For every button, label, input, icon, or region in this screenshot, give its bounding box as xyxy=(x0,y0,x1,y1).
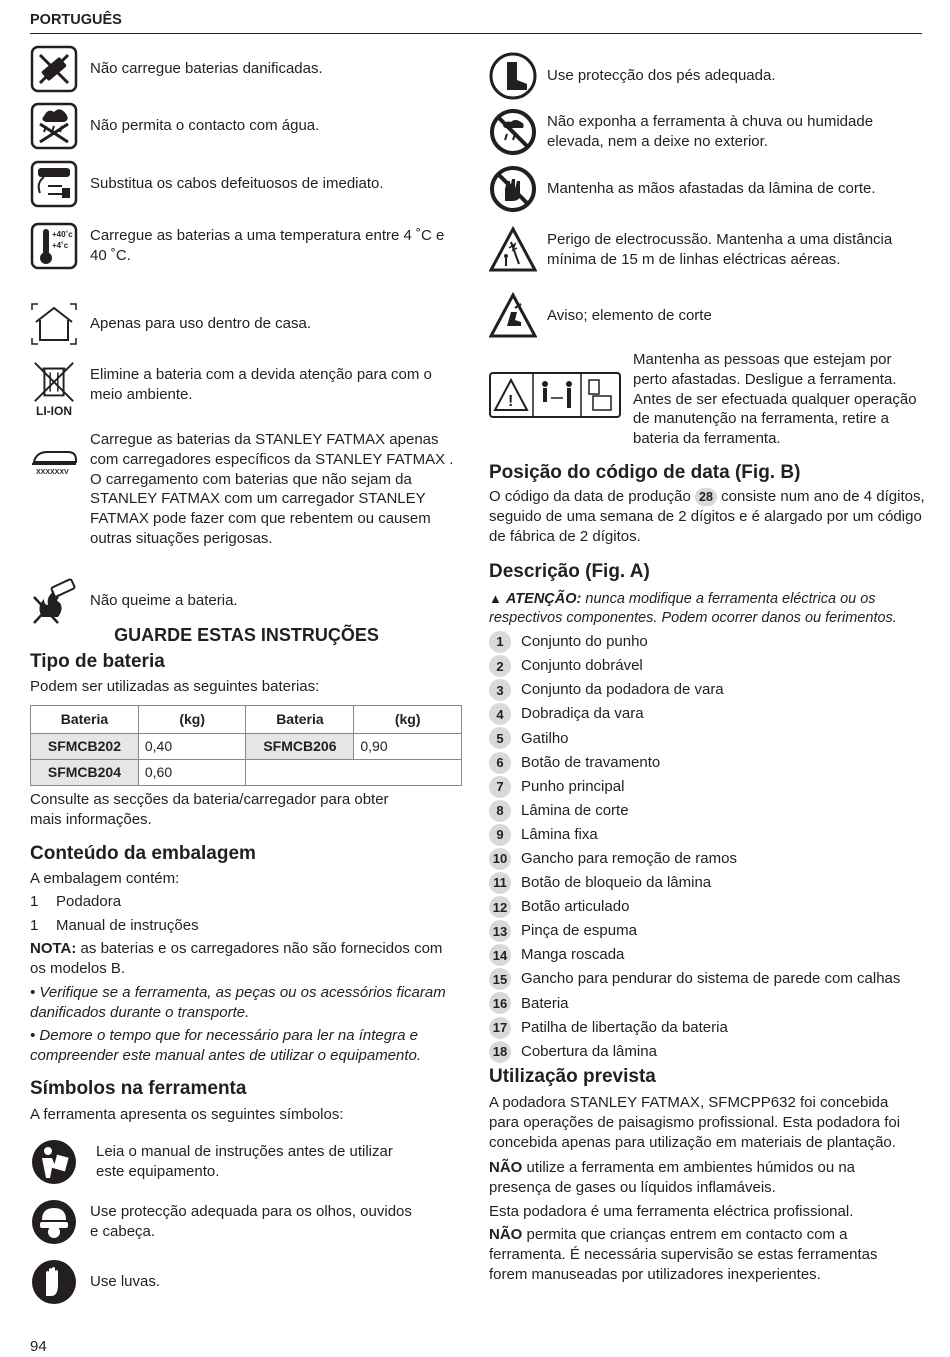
keep-away-text: Mantenha as pessoas que estejam por perto afastadas. Desligue a ferramenta. Antes de ser efectuada qualquer operação de manutenção na ferramenta, retire a bateria da ferramenta. xyxy=(633,351,917,448)
date-code-badge: 28 xyxy=(695,488,717,506)
item-label: Bateria xyxy=(521,994,569,1012)
symbol-recycle xyxy=(30,356,460,420)
tool-symbols-intro: A ferramenta apresenta os seguintes símbolos: xyxy=(30,1106,344,1123)
list-item xyxy=(489,654,900,678)
list-item xyxy=(489,967,900,991)
damaged-battery-icon xyxy=(30,45,78,93)
gloves-icon xyxy=(30,1258,78,1306)
symbol-text: Não carregue baterias danificadas. xyxy=(90,60,323,78)
package-item xyxy=(30,892,121,912)
item-label: Conjunto dobrável xyxy=(521,657,643,675)
symbol-text: Use protecção adequada para os olhos, ouvidos e cabeça. xyxy=(90,1203,412,1240)
table-cell: SFMCB204 xyxy=(31,760,139,786)
package-heading: Conteúdo da embalagem xyxy=(30,843,256,864)
description-warning xyxy=(489,590,925,628)
svg-text:+40˚c: +40˚c xyxy=(52,230,73,239)
item-number: 3 xyxy=(489,679,511,701)
table-header: (kg) xyxy=(138,706,246,734)
list-item xyxy=(489,871,900,895)
item-label: Gancho para pendurar do sistema de parede com calhas xyxy=(521,970,901,988)
table-header: Bateria xyxy=(246,706,354,734)
cutting-element-warning-icon xyxy=(489,292,537,340)
list-item xyxy=(489,799,900,823)
list-item xyxy=(489,823,900,847)
item-label: Lâmina de corte xyxy=(521,801,629,819)
symbol-text: Elimine a bateria com a devida atenção para com o meio ambiente. xyxy=(90,366,432,403)
list-item xyxy=(489,678,900,702)
svg-text:+4˚c: +4˚c xyxy=(52,241,69,250)
table-cell: 0,40 xyxy=(138,734,246,760)
symbol-text: Leia o manual de instruções antes de utilizar este equipamento. xyxy=(96,1143,393,1180)
item-label: Manga roscada xyxy=(521,946,625,964)
symbol-text: Não permita o contacto com água. xyxy=(90,117,320,135)
list-item xyxy=(489,726,900,750)
symbol-no-fire xyxy=(30,577,238,625)
item-number: 9 xyxy=(489,824,511,846)
item-number: 12 xyxy=(489,896,511,918)
item-number: 13 xyxy=(489,920,511,942)
item-label: Cobertura da lâmina xyxy=(521,1042,657,1060)
table-cell: 0,60 xyxy=(138,760,246,786)
svg-text:XXXXXXV: XXXXXXV xyxy=(36,469,69,476)
recycle-bin-icon xyxy=(30,356,78,420)
symbol-text: Substitua os cabos defeituosos de imediato. xyxy=(90,175,384,193)
warning-icon: ▲ xyxy=(489,591,502,606)
list-item xyxy=(489,702,900,726)
item-number: 17 xyxy=(489,1017,511,1039)
replace-cord-icon xyxy=(30,160,78,208)
electrocution-warning-icon xyxy=(489,226,537,274)
item-label: Botão de bloqueio da lâmina xyxy=(521,874,712,892)
symbol-text: Carregue as baterias da STANLEY FATMAX apenas com carregadores específicos da STANLEY FATMAX . O carregamento com baterias que não sejam da STANLEY FATMAX com um carregador STANLEY FATMAX pode fazer com que rebentem ou causem outras situações perigosas. xyxy=(90,431,454,547)
package-name: Manual de instruções xyxy=(56,917,199,934)
symbol-no-water xyxy=(30,102,319,150)
symbol-text: Aviso; elemento de corte xyxy=(547,307,712,324)
read-manual-icon xyxy=(30,1138,78,1186)
package-qty: 1 xyxy=(30,917,39,934)
item-label: Conjunto do punho xyxy=(521,633,648,651)
intended-use-p4: NÃO permita que crianças entrem em contacto com a ferramenta. É necessária supervisão se estas ferramentas forem manuseadas por utilizadores inexperientes. xyxy=(489,1226,878,1283)
warning-text: nunca modifique a ferramenta eléctrica ou os respectivos componentes. Podem ocorrer danos ou ferimentos. xyxy=(489,591,897,627)
description-heading: Descrição (Fig. A) xyxy=(489,561,650,582)
symbol-charger xyxy=(30,430,465,549)
item-label: Dobradiça da vara xyxy=(521,705,644,723)
symbol-replace-cord xyxy=(30,160,384,208)
eye-ear-protection-icon xyxy=(30,1198,78,1246)
item-label: Gancho para remoção de ramos xyxy=(521,849,737,867)
tool-symbols-heading: Símbolos na ferramenta xyxy=(30,1078,247,1099)
symbol-text: Não exponha a ferramenta à chuva ou humidade elevada, nem a deixe no exterior. xyxy=(547,113,874,150)
intended-use-p1: A podadora STANLEY FATMAX, SFMCPP632 foi concebida para operações de paisagismo profissional. Esta podadora foi concebida apenas para utilização em materiais de plantação. xyxy=(489,1094,901,1151)
no-water-icon xyxy=(30,102,78,150)
item-number: 2 xyxy=(489,655,511,677)
item-label: Pinça de espuma xyxy=(521,922,637,940)
symbol-indoor xyxy=(30,300,311,348)
page-number: 94 xyxy=(30,1338,47,1355)
package-note xyxy=(30,939,460,979)
item-number: 14 xyxy=(489,944,511,966)
symbol-cutting-element xyxy=(489,292,712,340)
item-label: Botão de travamento xyxy=(521,753,661,771)
table-header-row xyxy=(31,706,462,734)
list-item xyxy=(489,847,900,871)
list-item xyxy=(489,919,900,943)
item-number: 16 xyxy=(489,992,511,1014)
battery-type-heading: Tipo de bateria xyxy=(30,651,165,672)
item-number: 6 xyxy=(489,752,511,774)
save-instructions-heading: GUARDE ESTAS INSTRUÇÕES xyxy=(114,625,379,645)
battery-type-intro: Podem ser utilizadas as seguintes baterias: xyxy=(30,678,320,695)
item-number: 15 xyxy=(489,968,511,990)
item-label: Botão articulado xyxy=(521,898,630,916)
item-number: 1 xyxy=(489,631,511,653)
no-hands-icon xyxy=(489,165,537,213)
table-cell: SFMCB202 xyxy=(31,734,139,760)
note-text: as baterias e os carregadores não são fornecidos com os modelos B. xyxy=(30,940,443,977)
package-item xyxy=(30,916,199,936)
table-cell: SFMCB206 xyxy=(246,734,354,760)
keep-away-label-icon xyxy=(489,372,621,418)
language-label: PORTUGUÊS xyxy=(30,12,122,28)
item-number: 18 xyxy=(489,1041,511,1063)
symbol-eye-ear xyxy=(30,1198,420,1246)
list-item xyxy=(489,630,900,654)
item-number: 10 xyxy=(489,848,511,870)
svg-text:!: ! xyxy=(508,393,514,410)
symbol-read-manual xyxy=(30,1138,416,1186)
item-number: 7 xyxy=(489,776,511,798)
symbol-gloves xyxy=(30,1258,160,1306)
symbol-damaged-battery xyxy=(30,45,323,93)
keep-away-block xyxy=(489,350,918,449)
intended-use-heading: Utilização prevista xyxy=(489,1066,656,1087)
battery-note: Consulte as secções da bateria/carregador para obter mais informações. xyxy=(30,791,389,828)
symbol-text: Carregue as baterias a uma temperatura entre 4 ˚C e 40 ˚C. xyxy=(90,227,445,264)
symbol-no-hands xyxy=(489,165,876,213)
warning-label: ATENÇÃO: xyxy=(505,591,582,607)
table-cell xyxy=(246,760,462,786)
item-number: 11 xyxy=(489,872,511,894)
item-number: 8 xyxy=(489,800,511,822)
symbol-text: Apenas para uso dentro de casa. xyxy=(90,315,311,333)
note-label: NOTA: xyxy=(30,940,77,957)
charger-icon xyxy=(30,438,78,486)
package-name: Podadora xyxy=(56,893,122,910)
boot-icon xyxy=(489,52,537,100)
table-header: (kg) xyxy=(354,706,462,734)
list-item xyxy=(489,1040,900,1064)
symbol-electrocution xyxy=(489,226,927,274)
no-fire-icon xyxy=(30,577,78,625)
package-qty: 1 xyxy=(30,893,39,910)
battery-table xyxy=(30,705,462,786)
table-row xyxy=(31,760,462,786)
item-label: Patilha de libertação da bateria xyxy=(521,1018,728,1036)
symbol-text: Não queime a bateria. xyxy=(90,592,238,610)
table-cell: 0,90 xyxy=(354,734,462,760)
symbol-text: Use protecção dos pés adequada. xyxy=(547,67,776,85)
date-code-heading: Posição do código de data (Fig. B) xyxy=(489,462,801,483)
symbol-text: Perigo de electrocussão. Mantenha a uma distância mínima de 15 m de linhas eléctricas aéreas. xyxy=(547,231,893,268)
item-label: Gatilho xyxy=(521,729,569,747)
date-code-text: O código da data de produção 28 consiste num ano de 4 dígitos, seguido de uma semana de 2 dígitos e é alargado por um código de fábrica de 2 dígitos. xyxy=(489,488,925,545)
intended-use-p2: NÃO utilize a ferramenta em ambientes húmidos ou na presença de gases ou líquidos inflamáveis. xyxy=(489,1159,856,1196)
package-bullet: • Demore o tempo que for necessário para ler na íntegra e compreender este manual antes de utilizar o equipamento. xyxy=(30,1027,422,1064)
package-intro: A embalagem contém: xyxy=(30,870,180,887)
list-item xyxy=(489,750,900,774)
table-header: Bateria xyxy=(31,706,139,734)
list-item xyxy=(489,943,900,967)
symbol-temperature xyxy=(30,222,460,270)
description-list xyxy=(489,630,900,1064)
indoor-house-icon xyxy=(30,300,78,348)
item-label: Lâmina fixa xyxy=(521,825,598,843)
list-item xyxy=(489,775,900,799)
item-label: Punho principal xyxy=(521,777,625,795)
li-ion-label: LI-ION xyxy=(36,404,72,418)
symbol-text: Use luvas. xyxy=(90,1273,161,1291)
list-item xyxy=(489,991,900,1015)
page-header xyxy=(30,10,922,34)
symbol-text: Mantenha as mãos afastadas da lâmina de corte. xyxy=(547,180,876,198)
item-number: 4 xyxy=(489,703,511,725)
item-number: 5 xyxy=(489,727,511,749)
item-label: Conjunto da podadora de vara xyxy=(521,681,724,699)
package-bullet: • Verifique se a ferramenta, as peças ou os acessórios ficaram danificados durante o transporte. xyxy=(30,984,446,1021)
table-row xyxy=(31,734,462,760)
list-item xyxy=(489,1016,900,1040)
no-rain-icon xyxy=(489,108,537,156)
list-item xyxy=(489,895,900,919)
symbol-no-rain xyxy=(489,108,927,156)
symbol-boot xyxy=(489,52,776,100)
intended-use-p3: Esta podadora é uma ferramenta eléctrica profissional. xyxy=(489,1203,854,1220)
thermometer-icon xyxy=(30,222,78,270)
